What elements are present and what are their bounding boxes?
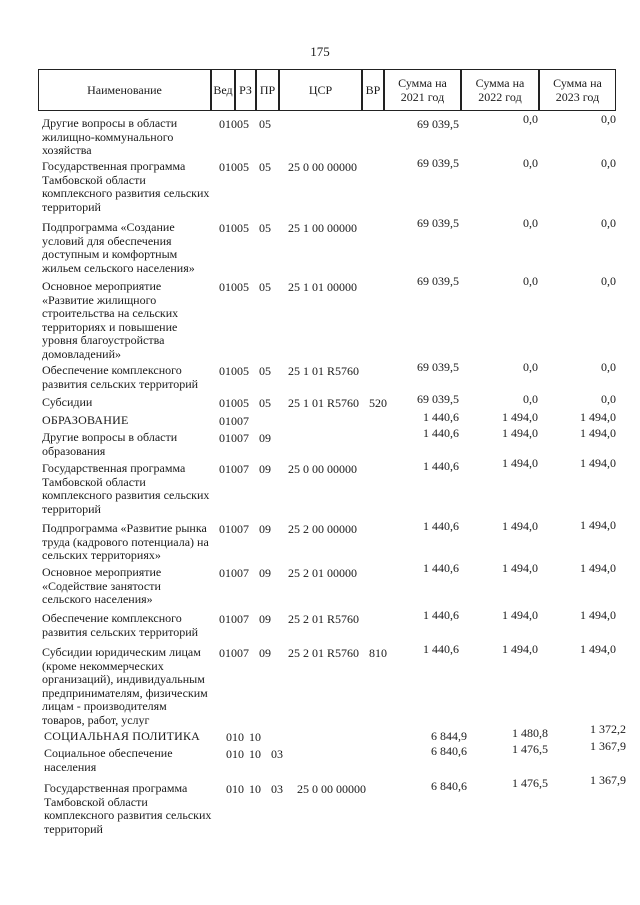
row-pr: 05 xyxy=(259,160,271,174)
row-ved: 010 xyxy=(219,462,237,476)
row-sum-2022: 1 494,0 xyxy=(502,561,538,575)
header-sum-2021: Сумма на 2021 год xyxy=(384,69,461,111)
row-sum-2022: 1 494,0 xyxy=(502,426,538,440)
row-sum-2023: 0,0 xyxy=(601,360,616,374)
row-ved: 010 xyxy=(226,782,244,796)
header-vr: ВР xyxy=(362,69,384,111)
row-name: СОЦИАЛЬНАЯ ПОЛИТИКА xyxy=(44,729,201,743)
row-name: Подпрограмма «Развитие рынка труда (кадрового потенциала) на сельских территориях» xyxy=(42,521,209,562)
row-name: ОБРАЗОВАНИЕ xyxy=(42,413,129,427)
header-name: Наименование xyxy=(38,69,211,111)
row-sum-2021: 69 039,5 xyxy=(417,216,459,230)
row-sum-2022: 1 494,0 xyxy=(502,456,538,470)
row-sum-2023: 0,0 xyxy=(601,274,616,288)
row-name: Другие вопросы в области жилищно-коммунального хозяйства xyxy=(42,116,178,157)
row-rz: 05 xyxy=(237,280,249,294)
row-sum-2021: 69 039,5 xyxy=(417,156,459,170)
row-csr: 25 2 01 R5760 xyxy=(288,612,360,626)
row-name: Другие вопросы в области образования xyxy=(42,430,178,458)
row-csr: 25 0 00 00000 xyxy=(297,782,366,796)
row-csr: 25 1 01 R5760 xyxy=(288,364,360,378)
row-name: Обеспечение комплексного развития сельских территорий xyxy=(42,363,199,391)
row-sum-2022: 1 494,0 xyxy=(502,642,538,656)
row-rz: 07 xyxy=(237,522,249,536)
row-name: Государственная программа Тамбовской области комплексного развития сельских территорий xyxy=(42,461,210,516)
row-ved: 010 xyxy=(219,396,237,410)
row-sum-2023: 0,0 xyxy=(601,156,616,170)
row-ved: 010 xyxy=(226,747,244,761)
row-csr: 25 1 01 R5760 xyxy=(288,396,360,410)
row-sum-2021: 69 039,5 xyxy=(417,392,459,406)
row-ved: 010 xyxy=(219,364,237,378)
row-sum-2022: 1 494,0 xyxy=(502,410,538,424)
row-pr: 05 xyxy=(259,117,271,131)
row-csr: 25 1 00 00000 xyxy=(288,221,357,235)
row-sum-2022: 0,0 xyxy=(523,156,538,170)
row-sum-2023: 0,0 xyxy=(601,112,616,126)
row-ved: 010 xyxy=(219,612,237,626)
row-pr: 05 xyxy=(259,280,271,294)
row-name: Субсидии юридическим лицам (кроме некоммерческих организаций), индивидуальным предпринимателям, физическим лицам - производителям товаров, работ, услуг xyxy=(42,645,208,727)
row-sum-2022: 1 480,8 xyxy=(512,726,548,740)
row-pr: 05 xyxy=(259,364,271,378)
row-pr: 09 xyxy=(259,646,271,660)
header-sum-2023: Сумма на 2023 год xyxy=(539,69,616,111)
row-pr: 09 xyxy=(259,431,271,445)
row-sum-2021: 1 440,6 xyxy=(423,426,459,440)
row-pr: 09 xyxy=(259,612,271,626)
row-name: Социальное обеспечение населения xyxy=(44,746,173,774)
header-csr: ЦСР xyxy=(279,69,362,111)
row-ved: 010 xyxy=(219,221,237,235)
row-sum-2021: 1 440,6 xyxy=(423,459,459,473)
row-rz: 10 xyxy=(249,782,261,796)
row-sum-2021: 1 440,6 xyxy=(423,519,459,533)
row-sum-2023: 1 494,0 xyxy=(580,410,616,424)
header-rz: РЗ xyxy=(235,69,256,111)
header-ved: Вед xyxy=(211,69,235,111)
row-sum-2021: 1 440,6 xyxy=(423,608,459,622)
row-sum-2021: 69 039,5 xyxy=(417,274,459,288)
row-sum-2023: 1 367,9 xyxy=(590,739,626,753)
row-sum-2023: 0,0 xyxy=(601,392,616,406)
row-ved: 010 xyxy=(219,414,237,428)
row-sum-2023: 1 494,0 xyxy=(580,561,616,575)
row-csr: 25 1 01 00000 xyxy=(288,280,357,294)
row-sum-2021: 6 840,6 xyxy=(431,779,467,793)
row-sum-2023: 0,0 xyxy=(601,216,616,230)
row-csr: 25 2 00 00000 xyxy=(288,522,357,536)
row-ved: 010 xyxy=(219,160,237,174)
row-name: Основное мероприятие «Содействие занятости сельского населения» xyxy=(42,565,162,606)
row-rz: 10 xyxy=(249,747,261,761)
row-sum-2021: 1 440,6 xyxy=(423,642,459,656)
row-sum-2021: 1 440,6 xyxy=(423,561,459,575)
row-sum-2023: 1 494,0 xyxy=(580,518,616,532)
row-name: Обеспечение комплексного развития сельских территорий xyxy=(42,611,199,639)
row-pr: 05 xyxy=(259,396,271,410)
row-sum-2021: 6 844,9 xyxy=(431,729,467,743)
row-sum-2023: 1 494,0 xyxy=(580,642,616,656)
row-name: Подпрограмма «Создание условий для обеспечения доступным и комфортным жильем сельского населения» xyxy=(42,220,195,275)
page-number: 175 xyxy=(310,44,330,59)
row-rz: 07 xyxy=(237,612,249,626)
row-rz: 10 xyxy=(249,730,261,744)
row-rz: 07 xyxy=(237,462,249,476)
row-sum-2021: 69 039,5 xyxy=(417,117,459,131)
row-sum-2023: 1 494,0 xyxy=(580,608,616,622)
row-rz: 07 xyxy=(237,566,249,580)
row-rz: 05 xyxy=(237,396,249,410)
row-rz: 07 xyxy=(237,414,249,428)
row-sum-2021: 69 039,5 xyxy=(417,360,459,374)
header-pr: ПР xyxy=(256,69,279,111)
row-rz: 05 xyxy=(237,221,249,235)
row-pr: 05 xyxy=(259,221,271,235)
row-csr: 25 2 01 00000 xyxy=(288,566,357,580)
row-pr: 09 xyxy=(259,522,271,536)
row-sum-2023: 1 494,0 xyxy=(580,426,616,440)
row-rz: 05 xyxy=(237,160,249,174)
row-sum-2023: 1 494,0 xyxy=(580,456,616,470)
row-sum-2023: 1 372,2 xyxy=(590,722,626,736)
row-sum-2021: 6 840,6 xyxy=(431,744,467,758)
row-ved: 010 xyxy=(219,522,237,536)
header-sum-2022: Сумма на 2022 год xyxy=(461,69,539,111)
row-sum-2022: 0,0 xyxy=(523,392,538,406)
row-csr: 25 2 01 R5760 xyxy=(288,646,360,660)
row-sum-2022: 0,0 xyxy=(523,274,538,288)
row-ved: 010 xyxy=(219,280,237,294)
row-csr: 25 0 00 00000 xyxy=(288,160,357,174)
row-sum-2022: 0,0 xyxy=(523,112,538,126)
row-rz: 05 xyxy=(237,364,249,378)
row-pr: 09 xyxy=(259,462,271,476)
row-pr: 03 xyxy=(271,782,283,796)
row-ved: 010 xyxy=(226,730,244,744)
row-rz: 05 xyxy=(237,117,249,131)
row-sum-2021: 1 440,6 xyxy=(423,410,459,424)
row-ved: 010 xyxy=(219,566,237,580)
row-vr: 810 xyxy=(369,646,387,660)
row-sum-2022: 0,0 xyxy=(523,216,538,230)
row-sum-2022: 0,0 xyxy=(523,360,538,374)
row-pr: 09 xyxy=(259,566,271,580)
row-pr: 03 xyxy=(271,747,283,761)
row-name: Субсидии xyxy=(42,395,93,409)
row-sum-2023: 1 367,9 xyxy=(590,773,626,787)
row-sum-2022: 1 494,0 xyxy=(502,608,538,622)
row-ved: 010 xyxy=(219,117,237,131)
row-rz: 07 xyxy=(237,431,249,445)
row-rz: 07 xyxy=(237,646,249,660)
row-sum-2022: 1 476,5 xyxy=(512,742,548,756)
row-name: Основное мероприятие «Развитие жилищного строительства на сельских территориях и повышение уровня благоустройства домовладений» xyxy=(42,279,179,361)
row-sum-2022: 1 494,0 xyxy=(502,519,538,533)
row-name: Государственная программа Тамбовской области комплексного развития сельских территорий xyxy=(42,159,210,214)
row-csr: 25 0 00 00000 xyxy=(288,462,357,476)
row-ved: 010 xyxy=(219,431,237,445)
row-ved: 010 xyxy=(219,646,237,660)
row-name: Государственная программа Тамбовской области комплексного развития сельских территорий xyxy=(44,781,212,836)
row-sum-2022: 1 476,5 xyxy=(512,776,548,790)
row-vr: 520 xyxy=(369,396,387,410)
